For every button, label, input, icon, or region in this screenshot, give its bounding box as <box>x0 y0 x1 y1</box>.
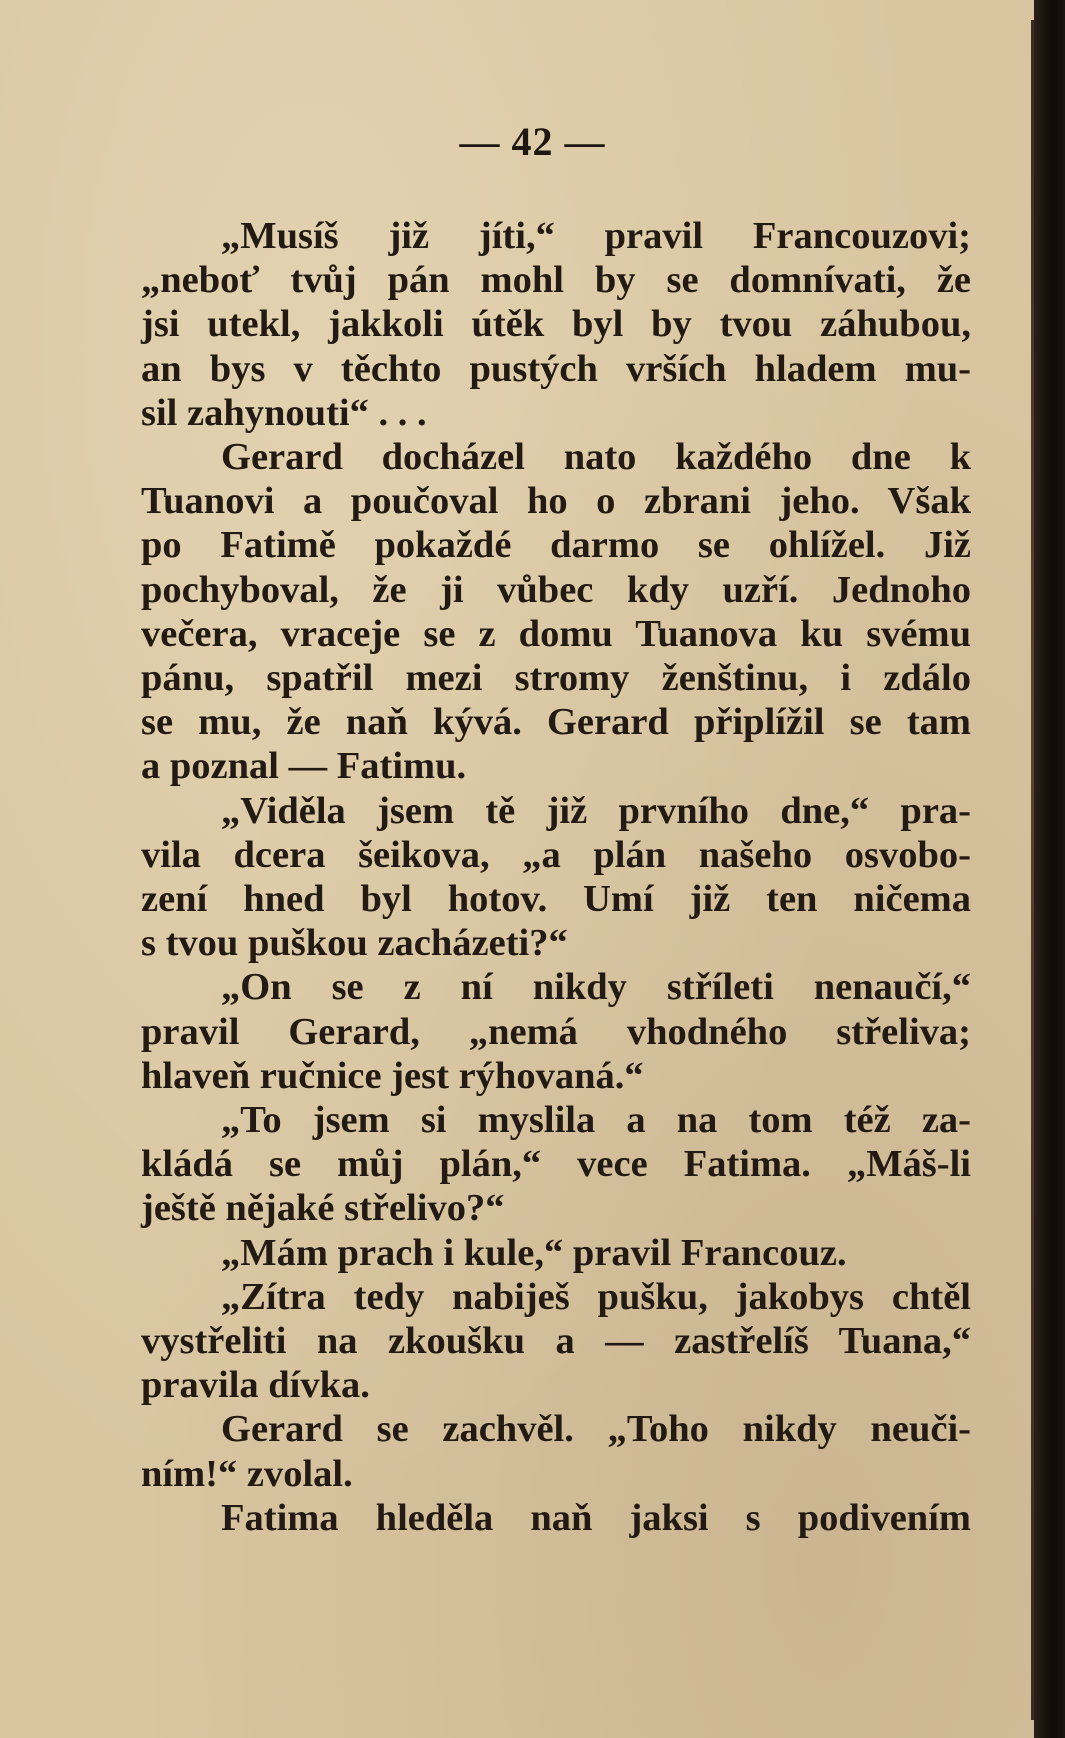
page-number: — 42 — <box>459 119 606 164</box>
text-line: ním!“ zvolal. <box>141 1452 353 1495</box>
text-line: s tvou puškou zacházeti?“ <box>141 922 568 965</box>
text-line: „To jsem si myslila a na tom též za- <box>221 1099 971 1142</box>
body-text <box>141 214 971 1540</box>
text-line: „neboť tvůj pán mohl by se domnívati, že <box>141 259 971 302</box>
text-line: večera, vraceje se z domu Tuanova ku svému <box>141 612 971 655</box>
text-line: „Mám prach i kule,“ pravil Francouz. <box>221 1231 847 1274</box>
text-line: vystřeliti na zkoušku a — zastřelíš Tuana,“ <box>141 1320 971 1363</box>
text-line: Fatima hleděla naň jaksi s podivením <box>221 1496 971 1539</box>
text-line: hlaveň ručnice jest rýhovaná.“ <box>141 1054 644 1097</box>
text-line: an bys v těchto pustých vrších hladem mu- <box>141 347 971 390</box>
text-line: po Fatimě pokaždé darmo se ohlížel. Již <box>141 524 971 567</box>
text-line: a poznal — Fatimu. <box>141 745 467 788</box>
text-line: „Zítra tedy nabiješ pušku, jakobys chtěl <box>221 1275 971 1318</box>
text-line: se mu, že naň kývá. Gerard připlížil se tam <box>141 701 971 744</box>
text-line: „On se z ní nikdy stříleti nenaučí,“ <box>221 966 971 1009</box>
text-line: jsi utekl, jakkoli útěk byl by tvou záhubou, <box>141 303 971 346</box>
text-line: ještě nějaké střelivo?“ <box>141 1187 505 1230</box>
text-line: pánu, spatřil mezi stromy ženštinu, i zdálo <box>141 657 971 700</box>
book-spine <box>1034 0 1065 1738</box>
text-line: pochyboval, že ji vůbec kdy uzří. Jednoho <box>141 568 971 611</box>
text-line: Tuanovi a poučoval ho o zbrani jeho. Však <box>141 480 971 523</box>
text-line: pravila dívka. <box>141 1364 370 1407</box>
text-line: vila dcera šeikova, „a plán našeho osvobo- <box>141 833 971 876</box>
text-line: kládá se můj plán,“ vece Fatima. „Máš-li <box>141 1143 971 1186</box>
text-line: Gerard docházel nato každého dne k <box>221 436 971 479</box>
text-line: pravil Gerard, „nemá vhodného střeliva; <box>141 1010 971 1053</box>
text-line: Gerard se zachvěl. „Toho nikdy neuči- <box>221 1408 971 1451</box>
text-line: sil zahynouti“ . . . <box>141 391 427 434</box>
text-line: „Viděla jsem tě již prvního dne,“ pra- <box>221 789 971 832</box>
text-line: zení hned byl hotov. Umí již ten ničema <box>141 878 971 921</box>
text-line: „Musíš již jíti,“ pravil Francouzovi; <box>221 215 971 257</box>
